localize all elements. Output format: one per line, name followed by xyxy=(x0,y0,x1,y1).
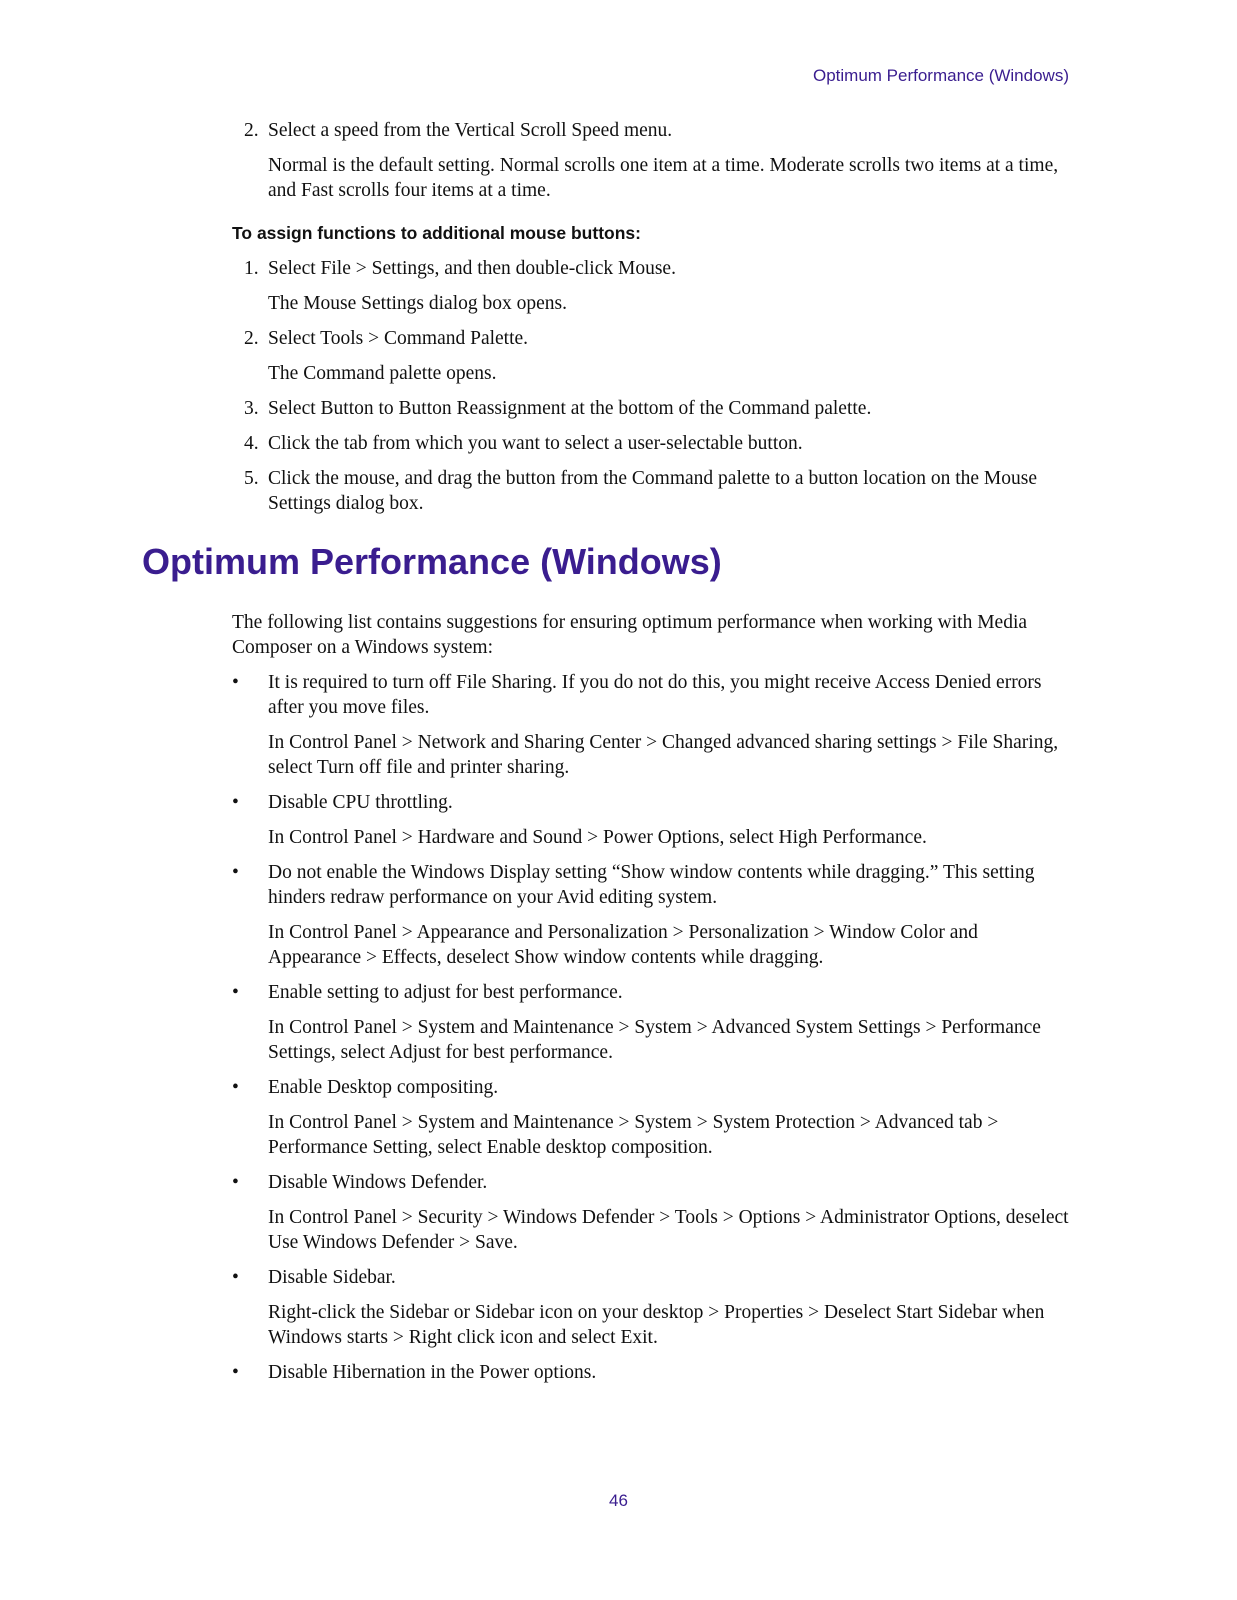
bullet-note: In Control Panel > Security > Windows Defender > Tools > Options > Administrator Options, deselect Use Windows Defender > Save. xyxy=(268,1207,1069,1253)
list-item xyxy=(232,431,1072,456)
bullet-glyph: • xyxy=(232,862,239,883)
step-text: Select Button to Button Reassignment at the bottom of the Command palette. xyxy=(268,398,872,419)
bullet-item xyxy=(232,790,1072,815)
bullet-note: In Control Panel > Network and Sharing Center > Changed advanced sharing settings > File Sharing, select Turn off file and printer sharing. xyxy=(268,732,1059,778)
bullet-item xyxy=(232,1265,1072,1290)
bullet-glyph: • xyxy=(232,1362,239,1383)
step-number: 1. xyxy=(244,258,259,279)
section-intro: The following list contains suggestions for ensuring optimum performance when working with Media Composer on a Windows system: xyxy=(232,612,1028,658)
bullet-item xyxy=(232,980,1072,1005)
procedure-content xyxy=(232,118,1072,516)
bullet-glyph: • xyxy=(232,792,239,813)
step-number: 5. xyxy=(244,468,259,489)
page-number: 46 xyxy=(609,1491,628,1510)
step-number: 3. xyxy=(244,398,259,419)
bullet-text: Enable setting to adjust for best performance. xyxy=(268,982,623,1003)
bullet-glyph: • xyxy=(232,1172,239,1193)
list-item xyxy=(232,326,1072,351)
bullet-glyph: • xyxy=(232,1077,239,1098)
bullet-text: Disable CPU throttling. xyxy=(268,792,453,813)
procedure-heading: To assign functions to additional mouse buttons: xyxy=(232,223,641,243)
bullet-text: Enable Desktop compositing. xyxy=(268,1077,499,1098)
bullet-item xyxy=(232,1075,1072,1100)
bullet-glyph: • xyxy=(232,1267,239,1288)
bullet-item xyxy=(232,670,1072,720)
bullet-glyph: • xyxy=(232,672,239,693)
bullet-glyph: • xyxy=(232,982,239,1003)
step-note: The Mouse Settings dialog box opens. xyxy=(268,293,567,314)
step-text: Select a speed from the Vertical Scroll Speed menu. xyxy=(268,120,673,141)
bullet-note: Right-click the Sidebar or Sidebar icon on your desktop > Properties > Deselect Start Sidebar when Windows starts > Right click icon and select Exit. xyxy=(268,1302,1045,1348)
step-text: Select Tools > Command Palette. xyxy=(268,328,529,349)
step-number: 4. xyxy=(244,433,259,454)
step-note: The Command palette opens. xyxy=(268,363,497,384)
step-note: Normal is the default setting. Normal scrolls one item at a time. Moderate scrolls two items at a time, and Fast scrolls four items at a time. xyxy=(268,155,1059,201)
bullet-item xyxy=(232,1360,1072,1385)
bullet-item xyxy=(232,1170,1072,1195)
list-item xyxy=(232,466,1072,516)
bullet-text: Disable Sidebar. xyxy=(268,1267,396,1288)
step-text: Click the mouse, and drag the button from the Command palette to a button location on the Mouse Settings dialog box. xyxy=(268,468,1038,514)
list-item xyxy=(232,396,1072,421)
list-item xyxy=(232,256,1072,281)
bullet-note: In Control Panel > System and Maintenance > System > System Protection > Advanced tab > Performance Setting, select Enable desktop composition. xyxy=(268,1112,999,1158)
bullet-note: In Control Panel > Hardware and Sound > Power Options, select High Performance. xyxy=(268,827,927,848)
running-header: Optimum Performance (Windows) xyxy=(812,66,1069,85)
bullet-note: In Control Panel > Appearance and Personalization > Personalization > Window Color and Appearance > Effects, deselect Show window contents while dragging. xyxy=(268,922,978,968)
bullet-text: Disable Windows Defender. xyxy=(268,1172,488,1193)
step-number: 2. xyxy=(244,328,259,349)
step-number: 2. xyxy=(244,120,259,141)
bullet-text: Disable Hibernation in the Power options. xyxy=(268,1362,597,1383)
section-title: Optimum Performance (Windows) xyxy=(142,541,722,582)
bullet-text: It is required to turn off File Sharing. If you do not do this, you might receive Access Denied errors after you move files. xyxy=(268,672,1042,718)
bullet-item xyxy=(232,860,1072,910)
bullet-text: Do not enable the Windows Display setting “Show window contents while dragging.” This setting hinders redraw performance on your Avid editing system. xyxy=(268,862,1035,908)
bullet-note: In Control Panel > System and Maintenance > System > Advanced System Settings > Performance Settings, select Adjust for best performance. xyxy=(268,1017,1041,1063)
step-text: Click the tab from which you want to select a user-selectable button. xyxy=(268,433,803,454)
step-text: Select File > Settings, and then double-click Mouse. xyxy=(268,258,676,279)
list-item xyxy=(232,118,1072,143)
section-content xyxy=(232,610,1072,1385)
